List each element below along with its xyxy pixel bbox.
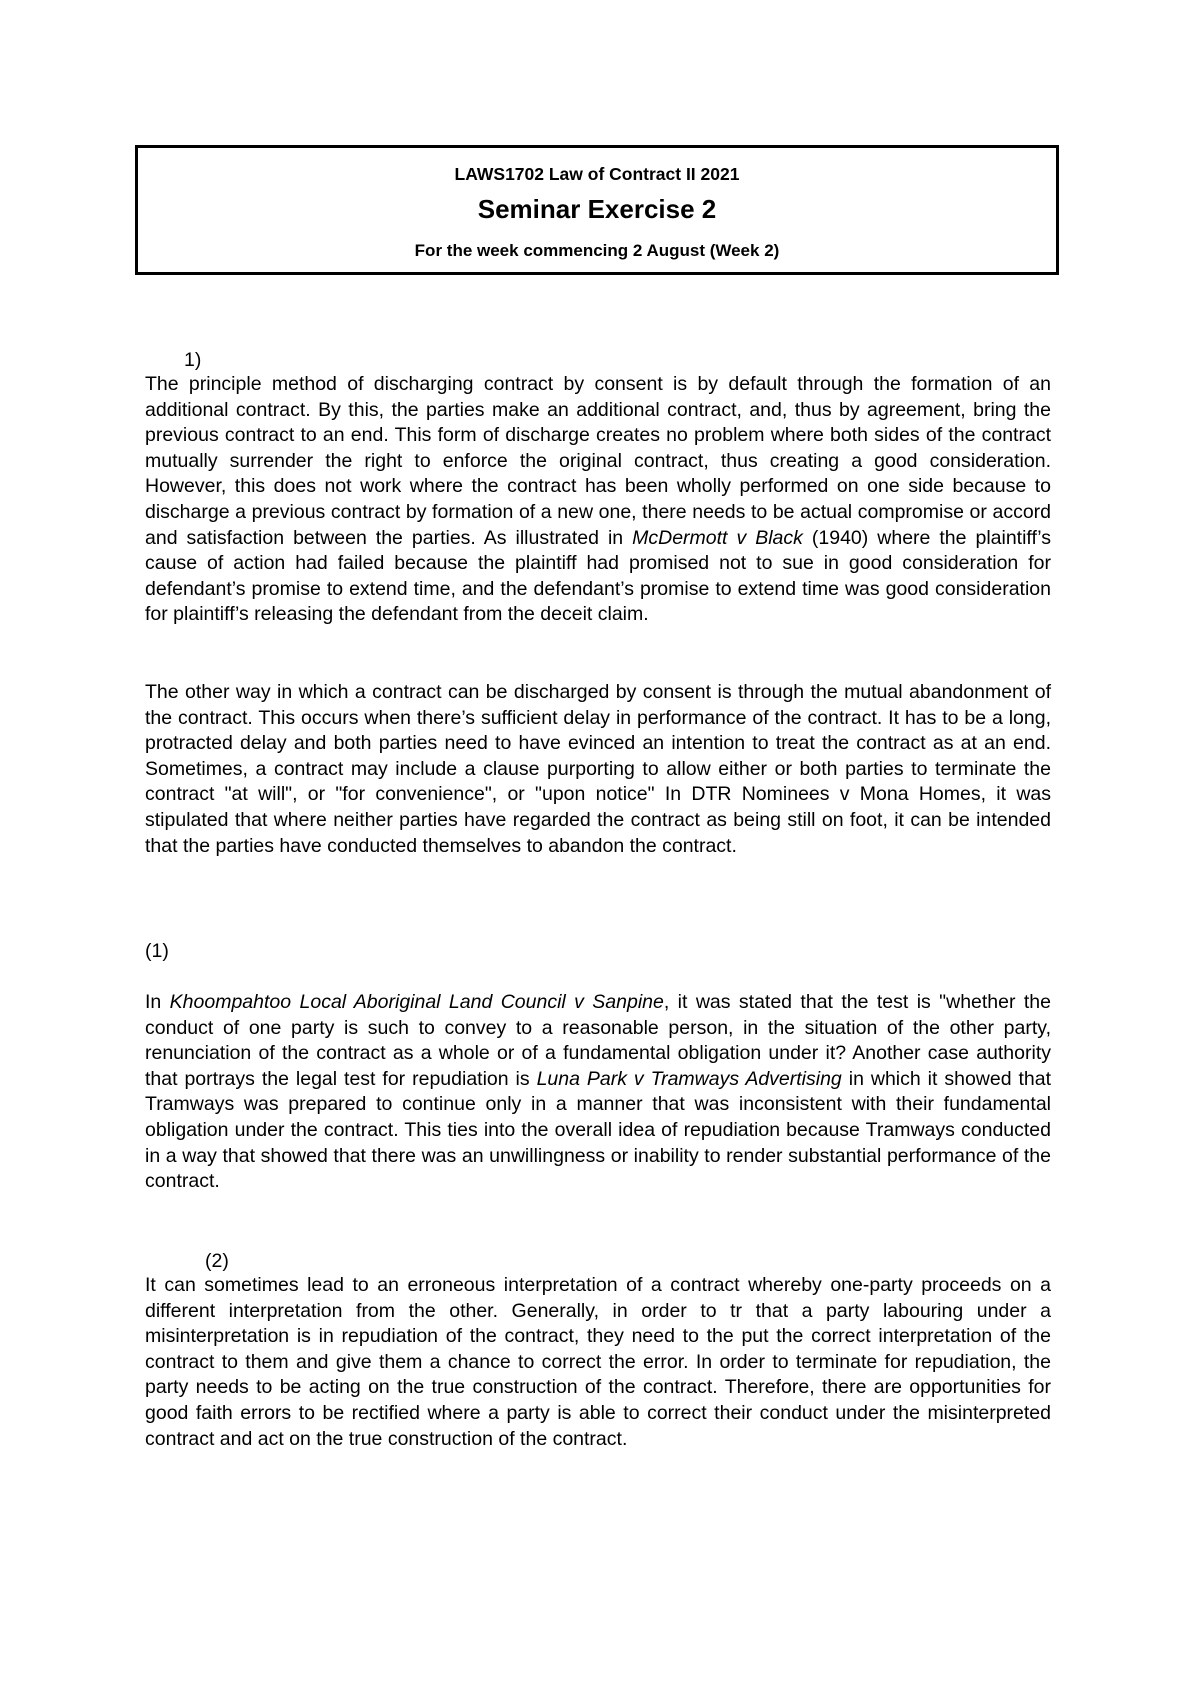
paragraph-text: in which it showed that Tramways was prepared to continue only in a manner that was inconsistent with their fundamental obligation under the contract. This ties into the overall idea of repudiation because Tramways conducted in a way that showed that there was an unwillingness or inability to render substantial performance of the contract. (145, 1067, 1052, 1193)
paragraph-text: In (145, 991, 170, 1013)
case-citation: Khoompahtoo Local Aboriginal Land Council v Sanpine (169, 991, 664, 1013)
section-1-label: 1) (184, 349, 202, 371)
paragraph-text: (1940) where the plaintiff’s cause of action had failed because the plaintiff had promised not to sue in good consideration for defendant’s promise to extend time, and the defendant’s promise to extend time was good consideration for plaintiff’s releasing the defendant from the deceit claim. (145, 526, 1051, 626)
section-1-paragraph-2: The other way in which a contract can be discharged by consent is through the mutual abandonment of the contract. This occurs when there’s sufficient delay in performance of the contract. It has to be a long, protracted delay and both parties need to have evinced an intention to treat the contract as at an end. Sometimes, a contract may include a clause purporting to allow either or both parties to terminate the contract "at will", or "for convenience", or "upon notice" In DTR Nominees v Mona Homes, it was stipulated that where neither parties have regarded the contract as being still on foot, it can be intended that the parties have conducted themselves to abandon the contract. (145, 681, 1051, 857)
course-title: LAWS1702 Law of Contract II 2021 (454, 164, 740, 184)
header-box (135, 145, 1059, 275)
case-citation: McDermott v Black (632, 526, 803, 549)
section-3-label: (2) (205, 1250, 229, 1272)
section-1-paragraph-1 (145, 372, 1051, 628)
paragraph-text: The principle method of discharging contract by consent is by default through the formation of an additional contract. By this, the parties make an additional contract, and, thus by agreement, bring the previous contract to an end. This form of discharge creates no problem where both sides of the contract mutually surrender the right to enforce the original contract, thus creating a good consideration. However, this does not work where the contract has been wholly performed on one side because to discharge a previous contract by formation of a new one, there needs to be actual compromise or accord and satisfaction between the parties. As illustrated in (145, 373, 1051, 549)
section-2-label: (1) (145, 940, 169, 962)
section-3-paragraph: It can sometimes lead to an erroneous interpretation of a contract whereby one-party proceeds on a different interpretation from the other. Generally, in order to tr that a party labouring under a misinterpretation is in repudiation of the contract, they need to the put the correct interpretation of the contract to them and give them a chance to correct the error. In order to terminate for repudiation, the party needs to be acting on the true construction of the contract. Therefore, there are opportunities for good faith errors to be rectified where a party is able to correct their conduct under the misinterpreted contract and act on the true construction of the contract. (145, 1274, 1051, 1450)
case-citation: Luna Park v Tramways Advertising (536, 1067, 842, 1090)
page-title: Seminar Exercise 2 (477, 194, 717, 224)
paragraph-text: , it was stated that the test is "whether the conduct of one party is such to convey to a reasonable person, in the situation of the other party, renunciation of the contract as a whole or of a fundamental obligation under it? Another case authority that portrays the legal test for repudiation is (145, 991, 1051, 1090)
week-subtitle: For the week commencing 2 August (Week 2) (414, 241, 780, 260)
section-2-paragraph (145, 990, 1051, 1195)
